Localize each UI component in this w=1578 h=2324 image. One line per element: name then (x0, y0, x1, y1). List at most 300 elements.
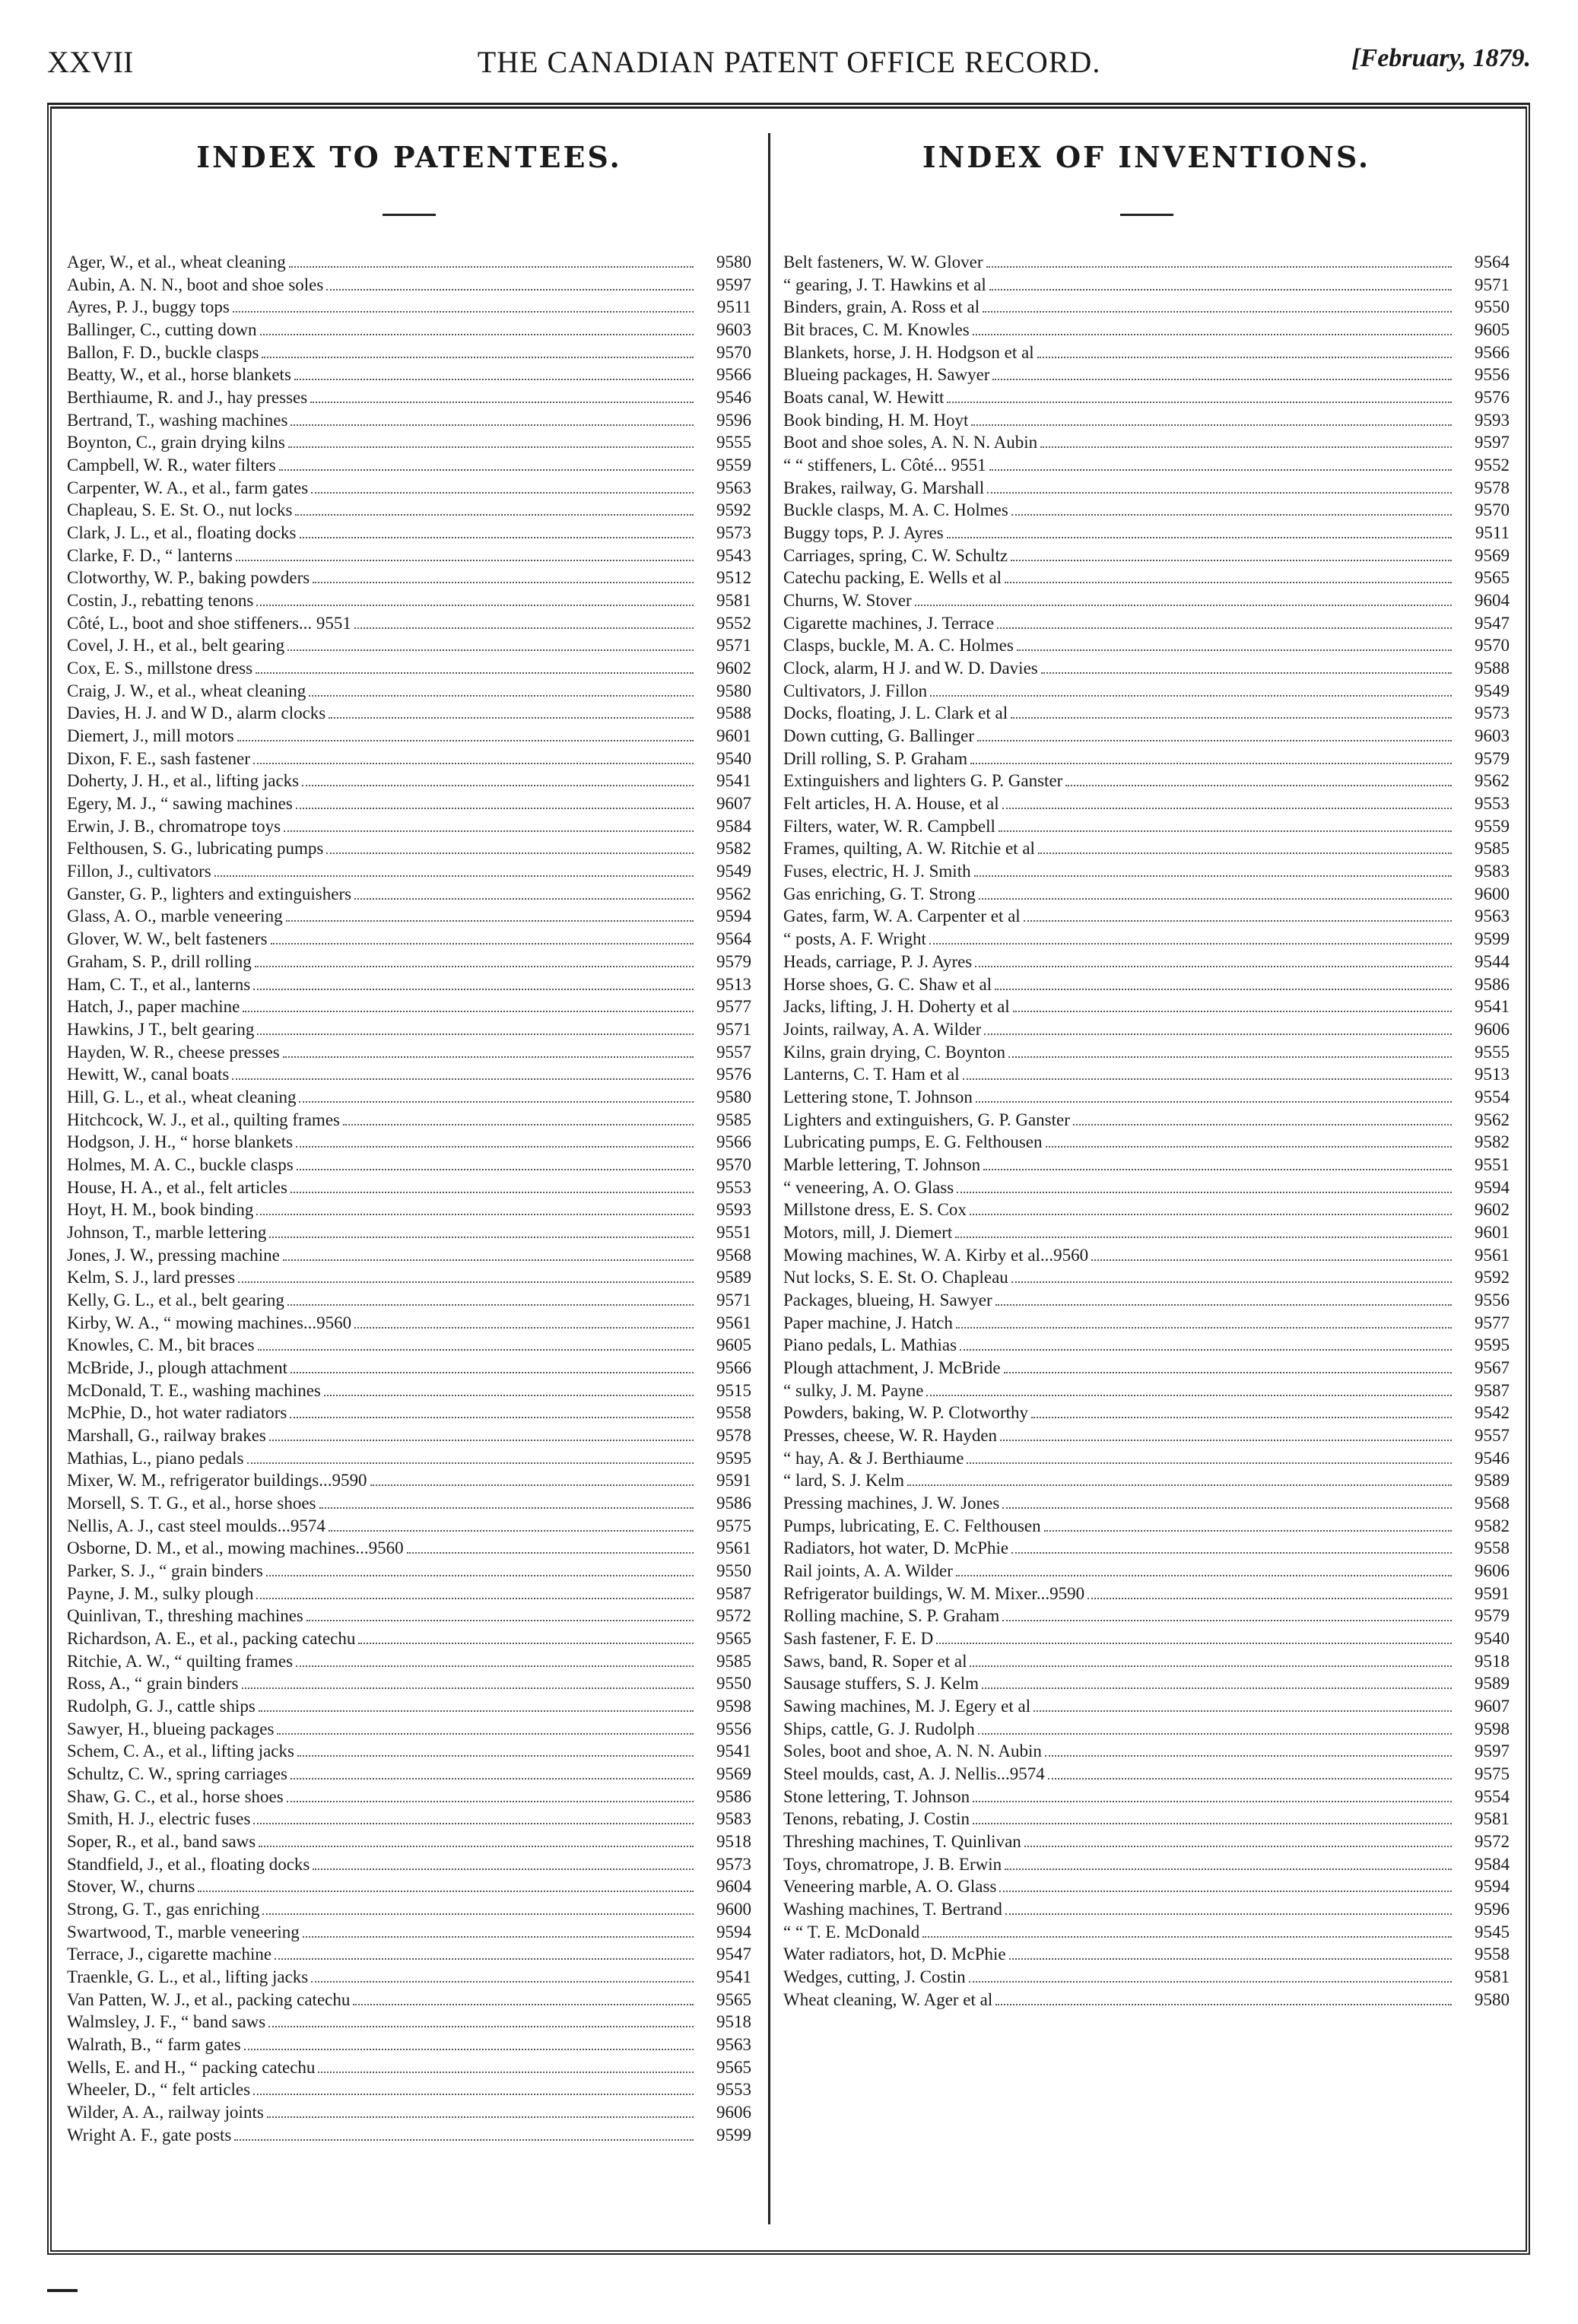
dot-leader (297, 1755, 694, 1757)
entry-text: Wright A. F., gate posts (67, 2125, 232, 2145)
entry-text: Gas enriching, G. T. Strong (783, 884, 976, 903)
entry-text: Terrace, J., cigarette machine (67, 1945, 272, 1964)
entry-text: Nut locks, S. E. St. O. Chapleau (783, 1268, 1008, 1287)
dot-leader (236, 560, 694, 561)
patent-number: 9557 (1475, 1425, 1510, 1445)
dot-leader (243, 1011, 694, 1012)
patent-number: 9581 (1475, 1967, 1510, 1987)
entry-text: Ayres, P. J., buggy tops (67, 297, 230, 317)
entry-text: Clark, J. L., et al., floating docks (67, 523, 297, 543)
dot-leader (311, 492, 694, 494)
dot-leader (974, 875, 1452, 877)
patent-number: 9583 (716, 1809, 751, 1829)
index-entry (67, 1898, 751, 1921)
patent-number: 9591 (716, 1471, 751, 1491)
entry-text: McBride, J., plough attachment (67, 1357, 287, 1377)
dot-leader (1024, 1846, 1452, 1847)
entry-text: Soles, boot and shoe, A. N. N. Aubin (783, 1741, 1042, 1761)
dot-leader (995, 2004, 1452, 2005)
index-entry (783, 725, 1510, 748)
index-entry (783, 1176, 1510, 1199)
patent-number: 9591 (1475, 1583, 1510, 1603)
index-entry (67, 995, 751, 1018)
index-entry (783, 1560, 1510, 1583)
index-entry (783, 1672, 1510, 1695)
entry-text: Hawkins, J T., belt gearing (67, 1019, 255, 1039)
entry-text: Piano pedals, L. Mathias (783, 1335, 957, 1355)
index-entry (783, 589, 1510, 612)
dot-leader (979, 898, 1452, 900)
patent-number: 9511 (716, 297, 751, 317)
patent-number: 9557 (716, 1042, 751, 1062)
entry-text: Kelly, G. L., et al., belt gearing (67, 1290, 284, 1310)
patent-number: 9577 (716, 997, 751, 1017)
entry-text: Stone lettering, T. Johnson (783, 1786, 970, 1806)
patent-number: 9594 (1475, 1177, 1510, 1197)
dot-leader (324, 1395, 694, 1396)
index-entry (67, 612, 751, 635)
entry-text: Water radiators, hot, D. McPhie (783, 1945, 1006, 1964)
entry-text: Chapleau, S. E. St. O., nut locks (67, 500, 293, 520)
patent-number: 9578 (716, 1425, 751, 1445)
index-entry (67, 1763, 751, 1786)
index-entry (783, 837, 1510, 860)
index-entry (67, 431, 751, 454)
patent-number: 9556 (716, 1719, 751, 1738)
index-entry (783, 1853, 1510, 1876)
patent-number: 9596 (716, 410, 751, 430)
entry-text: Hewitt, W., canal boats (67, 1065, 230, 1084)
dot-leader (370, 1484, 694, 1486)
patent-number: 9512 (716, 568, 751, 588)
entry-text: Heads, carriage, P. J. Ayres (783, 951, 973, 971)
entry-text: Joints, railway, A. A. Wilder (783, 1019, 982, 1039)
patent-number: 9549 (716, 862, 751, 881)
dot-leader (354, 1327, 694, 1329)
index-entry (783, 1763, 1510, 1786)
index-entry (783, 702, 1510, 725)
patent-number: 9547 (1475, 613, 1510, 633)
entry-text: Clarke, F. D., “ lanterns (67, 545, 233, 565)
patent-number: 9601 (1475, 1222, 1510, 1242)
patent-number: 9572 (716, 1606, 751, 1626)
entry-text: Down cutting, G. Ballinger (783, 726, 975, 746)
index-entry (783, 386, 1510, 409)
dot-leader (407, 1552, 694, 1554)
index-entry (783, 1379, 1510, 1402)
dot-leader (311, 1981, 694, 1983)
dot-leader (296, 808, 694, 809)
patent-number: 9581 (1475, 1809, 1510, 1829)
dot-leader (973, 1823, 1452, 1824)
dot-leader (310, 402, 694, 403)
dot-leader (929, 943, 1452, 945)
dot-leader (978, 1733, 1452, 1735)
entry-text: Payne, J. M., sulky plough (67, 1583, 254, 1603)
entry-text: Millstone dress, E. S. Cox (783, 1200, 967, 1220)
dot-leader (1011, 1552, 1452, 1554)
dot-leader (238, 1281, 694, 1283)
entry-text: Walmsley, J. F., “ band saws (67, 2012, 266, 2032)
dot-leader (256, 605, 694, 606)
index-entry (783, 251, 1510, 274)
patent-number: 9586 (716, 1786, 751, 1806)
entry-text: Packages, blueing, H. Sawyer (783, 1290, 992, 1310)
dot-leader (955, 1237, 1452, 1238)
entry-text: Extinguishers and lighters G. P. Ganster (783, 771, 1063, 791)
patent-number: 9597 (1475, 433, 1510, 452)
entry-text: Dixon, F. E., sash fastener (67, 748, 250, 768)
patent-number: 9568 (1475, 1493, 1510, 1513)
dot-leader (313, 582, 694, 583)
dot-leader (260, 334, 694, 335)
dot-leader (309, 695, 694, 697)
patent-number: 9579 (716, 951, 751, 971)
index-entry (783, 657, 1510, 680)
patent-number: 9601 (716, 726, 751, 746)
patent-number: 9593 (716, 1200, 751, 1220)
index-entry (67, 657, 751, 680)
patent-number: 9545 (1475, 1922, 1510, 1941)
dot-leader (1011, 717, 1452, 719)
dot-leader (294, 379, 694, 380)
patent-number: 9513 (1475, 1065, 1510, 1084)
patent-number: 9563 (716, 2035, 751, 2055)
dot-leader (1011, 514, 1452, 516)
dot-leader (1048, 1778, 1452, 1780)
patent-number: 9569 (1475, 545, 1510, 565)
index-entry (67, 1627, 751, 1650)
index-entry (67, 748, 751, 770)
entry-text: Lighters and extinguishers, G. P. Ganster (783, 1110, 1070, 1129)
entry-text: Buggy tops, P. J. Ayres (783, 523, 944, 543)
index-entry (67, 1650, 751, 1673)
index-entry (67, 1492, 751, 1515)
entry-text: Gates, farm, W. A. Carpenter et al (783, 906, 1021, 926)
dot-leader (999, 1891, 1452, 1892)
index-entry (783, 1898, 1510, 1921)
entry-text: Threshing machines, T. Quinlivan (783, 1832, 1021, 1852)
entry-text: Ganster, G. P., lighters and extinguishers (67, 884, 352, 903)
patent-number: 9594 (1475, 1877, 1510, 1897)
index-entry (67, 1469, 751, 1492)
dot-leader (266, 1575, 694, 1576)
entry-text: Rail joints, A. A. Wilder (783, 1560, 953, 1580)
dot-leader (234, 2139, 694, 2141)
index-entry (783, 477, 1510, 500)
dot-leader (329, 1530, 694, 1532)
entry-text: McPhie, D., hot water radiators (67, 1403, 287, 1423)
index-entry (67, 1672, 751, 1695)
dot-leader (1009, 1958, 1452, 1960)
entry-text: Bit braces, C. M. Knowles (783, 320, 970, 340)
index-entry (783, 951, 1510, 973)
index-entry (783, 1357, 1510, 1379)
index-entry (783, 1718, 1510, 1741)
patent-number: 9587 (1475, 1380, 1510, 1400)
entry-text: Book binding, H. M. Hoyt (783, 410, 969, 430)
entry-text: Shaw, G. C., et al., horse shoes (67, 1786, 284, 1806)
dot-leader (233, 311, 694, 313)
dot-leader (300, 537, 694, 538)
patent-number: 9580 (1475, 1989, 1510, 2009)
index-entry (67, 1695, 751, 1718)
index-entry (783, 1921, 1510, 1944)
index-entry (783, 1740, 1510, 1763)
dot-leader (1005, 1913, 1452, 1915)
index-entry (783, 883, 1510, 906)
entry-text: Blankets, horse, J. H. Hodgson et al (783, 342, 1034, 362)
entry-text: Wheat cleaning, W. Ager et al (783, 1989, 993, 2009)
patent-number: 9564 (716, 929, 751, 949)
entry-text: Boot and shoe soles, A. N. N. Aubin (783, 433, 1038, 452)
index-entry (783, 1830, 1510, 1853)
patent-number: 9565 (716, 2057, 751, 2077)
dot-leader (1038, 852, 1452, 854)
index-entry (783, 680, 1510, 703)
entry-text: Boats canal, W. Hewitt (783, 388, 945, 408)
index-entry (783, 1537, 1510, 1560)
inventions-list (783, 251, 1510, 2011)
dot-leader (256, 672, 694, 674)
entry-text: Powders, baking, W. P. Clotworthy (783, 1403, 1029, 1423)
dot-leader (353, 2004, 694, 2005)
patent-number: 9586 (1475, 974, 1510, 994)
patent-number: 9553 (716, 2080, 751, 2100)
dot-leader (1002, 1620, 1452, 1621)
dot-leader (995, 989, 1452, 990)
column-divider (768, 133, 770, 2224)
entry-text: Blueing packages, H. Sawyer (783, 365, 990, 385)
entry-text: Costin, J., rebatting tenons (67, 591, 254, 611)
patentees-list (67, 251, 751, 2146)
patent-number: 9597 (716, 275, 751, 294)
patent-number: 9556 (1475, 365, 1510, 385)
dot-leader (1031, 1417, 1452, 1418)
dot-leader (313, 1868, 694, 1870)
index-entry (783, 1875, 1510, 1898)
patent-number: 9571 (716, 636, 751, 656)
patent-number: 9584 (1475, 1854, 1510, 1874)
index-entry (67, 770, 751, 792)
dot-leader (1013, 1011, 1452, 1012)
index-entry (67, 477, 751, 500)
dot-leader (977, 740, 1452, 741)
entry-text: “ gearing, J. T. Hawkins et al (783, 275, 986, 294)
dot-leader (1011, 560, 1452, 561)
entry-text: Pumps, lubricating, E. C. Felthousen (783, 1516, 1041, 1535)
index-entry (783, 431, 1510, 454)
index-entry (67, 589, 751, 612)
patent-number: 9582 (1475, 1516, 1510, 1535)
entry-text: Wells, E. and H., “ packing catechu (67, 2057, 316, 2077)
entry-text: Campbell, W. R., water filters (67, 456, 276, 475)
dot-leader (256, 1598, 694, 1599)
patent-number: 9592 (1475, 1268, 1510, 1287)
entry-text: Lubricating pumps, E. G. Felthousen (783, 1132, 1043, 1152)
entry-text: Standfield, J., et al., floating docks (67, 1854, 310, 1874)
index-entry (783, 1018, 1510, 1041)
entry-text: Kirby, W. A., “ mowing machines...9560 (67, 1313, 352, 1332)
entry-text: Beatty, W., et al., horse blankets (67, 365, 291, 385)
patent-number: 9588 (716, 703, 751, 723)
dot-leader (257, 1033, 694, 1035)
entry-text: Wheeler, D., “ felt articles (67, 2080, 251, 2100)
patent-number: 9582 (716, 839, 751, 859)
entry-text: Ross, A., “ grain binders (67, 1674, 239, 1694)
patent-number: 9575 (1475, 1764, 1510, 1784)
patent-number: 9563 (1475, 906, 1510, 926)
dot-leader (296, 1146, 694, 1148)
index-entry (783, 1221, 1510, 1244)
dot-leader (290, 1417, 694, 1418)
patent-number: 9585 (716, 1651, 751, 1671)
patent-number: 9558 (716, 1403, 751, 1423)
dot-leader (1041, 672, 1452, 674)
patent-number: 9576 (1475, 388, 1510, 408)
dot-leader (926, 1395, 1452, 1396)
entry-text: Wilder, A. A., railway joints (67, 2103, 264, 2122)
index-entry (67, 364, 751, 386)
entry-text: Hill, G. L., et al., wheat cleaning (67, 1087, 297, 1106)
patent-number: 9595 (1475, 1335, 1510, 1355)
index-entry (67, 905, 751, 928)
entry-text: Sausage stuffers, S. J. Kelm (783, 1674, 980, 1694)
dot-leader (1000, 1440, 1452, 1441)
entry-text: Rolling machine, S. P. Graham (783, 1606, 1000, 1626)
patent-number: 9576 (716, 1065, 751, 1084)
patent-number: 9585 (1475, 839, 1510, 859)
dot-leader (275, 1958, 694, 1960)
dot-leader (306, 1620, 694, 1621)
entry-text: Côté, L., boot and shoe stiffeners... 9551 (67, 613, 351, 633)
index-entry (783, 928, 1510, 951)
entry-text: “ posts, A. F. Wright (783, 929, 926, 949)
entry-text: Paper machine, J. Hatch (783, 1313, 953, 1332)
index-entry (67, 454, 751, 477)
dot-leader (989, 469, 1452, 471)
index-entry (67, 860, 751, 883)
dot-leader (956, 1575, 1452, 1576)
index-entry (67, 567, 751, 589)
index-entry (67, 2101, 751, 2124)
entry-text: Ships, cattle, G. J. Rudolph (783, 1719, 975, 1738)
dot-leader (269, 1237, 694, 1238)
entry-text: Bertrand, T., washing machines (67, 410, 288, 430)
entry-text: Morsell, S. T. G., et al., horse shoes (67, 1493, 316, 1513)
index-entry (67, 1718, 751, 1741)
dot-leader (975, 966, 1452, 967)
entry-text: Hitchcock, W. J., et al., quilting frames (67, 1110, 340, 1129)
entry-text: Walrath, B., “ farm gates (67, 2035, 241, 2055)
patent-number: 9604 (716, 1877, 751, 1897)
patent-number: 9568 (716, 1245, 751, 1265)
dot-leader (302, 785, 694, 786)
dot-leader (982, 1687, 1452, 1689)
dot-leader (1087, 1598, 1452, 1599)
dot-leader (984, 1033, 1452, 1035)
patent-number: 9546 (1475, 1448, 1510, 1468)
entry-text: Lettering stone, T. Johnson (783, 1087, 973, 1106)
patent-number: 9549 (1475, 681, 1510, 700)
index-entry (783, 815, 1510, 838)
dot-leader (1017, 649, 1452, 651)
entry-text: Hatch, J., paper machine (67, 997, 240, 1017)
patent-number: 9513 (716, 974, 751, 994)
dot-leader (198, 1891, 694, 1892)
dot-leader (286, 920, 694, 922)
dot-leader (329, 717, 694, 719)
index-entry (67, 1131, 751, 1154)
index-entry (67, 1244, 751, 1267)
entry-text: Marshall, G., railway brakes (67, 1425, 266, 1445)
patent-number: 9543 (716, 545, 751, 565)
patent-number: 9571 (716, 1290, 751, 1310)
dot-leader (297, 1169, 694, 1170)
index-entry (783, 364, 1510, 386)
index-entry (783, 1605, 1510, 1627)
patent-number: 9566 (716, 1132, 751, 1152)
entry-text: Churns, W. Stover (783, 591, 912, 611)
entry-text: Plough attachment, J. McBride (783, 1357, 1001, 1377)
dot-leader (262, 1913, 694, 1915)
dot-leader (967, 1462, 1452, 1464)
index-entry (67, 1830, 751, 1853)
index-entry (783, 454, 1510, 477)
patent-number: 9572 (1475, 1832, 1510, 1852)
patent-number: 9607 (716, 794, 751, 814)
dot-leader (995, 1304, 1452, 1306)
dot-leader (326, 289, 694, 290)
index-entry (67, 2124, 751, 2147)
dot-leader (1033, 1710, 1452, 1712)
entry-text: Mathias, L., piano pedals (67, 1448, 244, 1468)
entry-text: Sawing machines, M. J. Egery et al (783, 1697, 1031, 1716)
index-entry (783, 274, 1510, 297)
entry-text: Cigarette machines, J. Terrace (783, 613, 995, 633)
entry-text: Marble lettering, T. Johnson (783, 1154, 981, 1174)
entry-text: Aubin, A. N. N., boot and shoe soles (67, 275, 324, 294)
index-entry (67, 1786, 751, 1808)
index-entry (783, 612, 1510, 635)
patent-number: 9566 (716, 365, 751, 385)
patent-number: 9599 (1475, 929, 1510, 949)
dot-leader (956, 1327, 1452, 1329)
entry-text: Quinlivan, T., threshing machines (67, 1606, 303, 1626)
entry-text: “ lard, S. J. Kelm (783, 1471, 905, 1491)
dot-leader (969, 1981, 1452, 1983)
patent-number: 9566 (1475, 342, 1510, 362)
index-entry (783, 544, 1510, 567)
entry-text: Craig, J. W., et al., wheat cleaning (67, 681, 306, 700)
patent-number: 9565 (716, 1628, 751, 1648)
dot-leader (930, 695, 1452, 697)
index-entry (67, 1875, 751, 1898)
entry-text: Washing machines, T. Bertrand (783, 1900, 1002, 1919)
patent-number: 9592 (716, 500, 751, 520)
entry-text: Lanterns, C. T. Ham et al (783, 1065, 960, 1084)
title-rule (1120, 214, 1173, 216)
patent-number: 9562 (716, 884, 751, 903)
index-entry (783, 1154, 1510, 1176)
index-entry (67, 1063, 751, 1086)
index-entry (783, 1063, 1510, 1086)
dot-leader (287, 1801, 694, 1802)
entry-text: Pressing machines, J. W. Jones (783, 1493, 1000, 1513)
patent-number: 9581 (716, 591, 751, 611)
index-entry (67, 1018, 751, 1041)
dot-leader (989, 289, 1452, 290)
